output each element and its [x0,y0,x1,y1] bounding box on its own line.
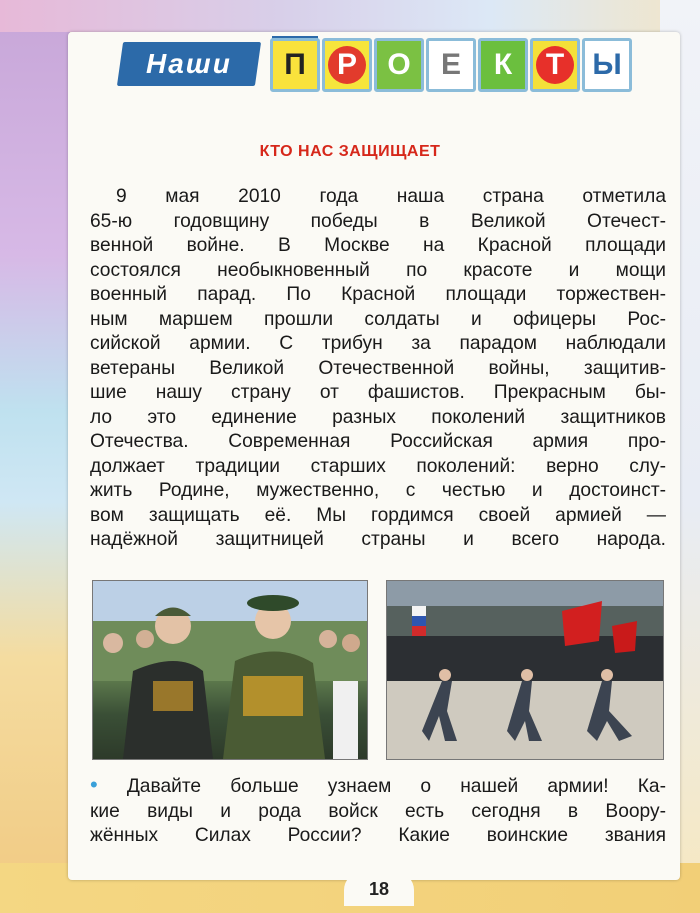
article-line: ветераны Великой Отечественной войны, защитив- [90,357,666,379]
header-label: Наши [117,42,261,86]
article-line: сийской армии. С трибун за парадом наблюдали [90,333,666,354]
article-line: венной войне. В Москве на Красной площади [90,235,666,256]
parade-photo [386,580,664,760]
logo-letter: О [374,38,424,92]
logo-letter: П [270,38,320,92]
question-line: жённых Силах России? Какие воинские звания [90,825,666,846]
question-line: кие виды и рода войск есть сегодня в Воору- [90,800,666,822]
article-line: ло это единение разных поколений защитников [90,406,666,428]
article-line: 65-ю годовщину победы в Великой Отечест- [90,210,666,232]
logo-letter: Т [530,38,580,92]
decorative-top-panel [0,0,700,32]
logo-letter: К [478,38,528,92]
decorative-left-panel [0,0,70,913]
question-block [90,773,666,849]
question-line: • Давайте больше узнаем о нашей армии! Ка- [90,772,666,797]
article-body [90,185,666,553]
article-line: вом защищать её. Мы гордимся своей армией — [90,504,666,526]
article-line: состоялся необыкновенный по красоте и мощи [90,259,666,281]
article-line: ным маршем прошли солдаты и офицеры Рос- [90,308,666,330]
logo-letter: Е [426,38,476,92]
bullet-icon: • [90,772,98,797]
veterans-photo [92,580,368,760]
article-line: должает традиции старших поколений: верно слу- [90,455,666,477]
article-line: военный парад. По Красной площади торжествен- [90,284,666,305]
section-header [120,36,680,94]
article-line: жить Родине, мужественно, с честью и достоинст- [90,480,666,501]
article-line: Отечества. Современная Российская армия про- [90,431,666,452]
page-number-tab [344,872,414,906]
article-line: шие нашу страну от фашистов. Прекрасным бы- [90,382,666,403]
projects-logo [270,38,632,90]
article-line: 9 мая 2010 года наша страна отметила [116,186,666,207]
article-line: надёжной защитницей страны и всего народа. [90,529,666,550]
logo-letter: Ы [582,38,632,92]
logo-letter: Р [322,38,372,92]
page-number: 18 [368,878,390,899]
article-title: КТО НАС ЗАЩИЩАЕТ [259,143,441,160]
